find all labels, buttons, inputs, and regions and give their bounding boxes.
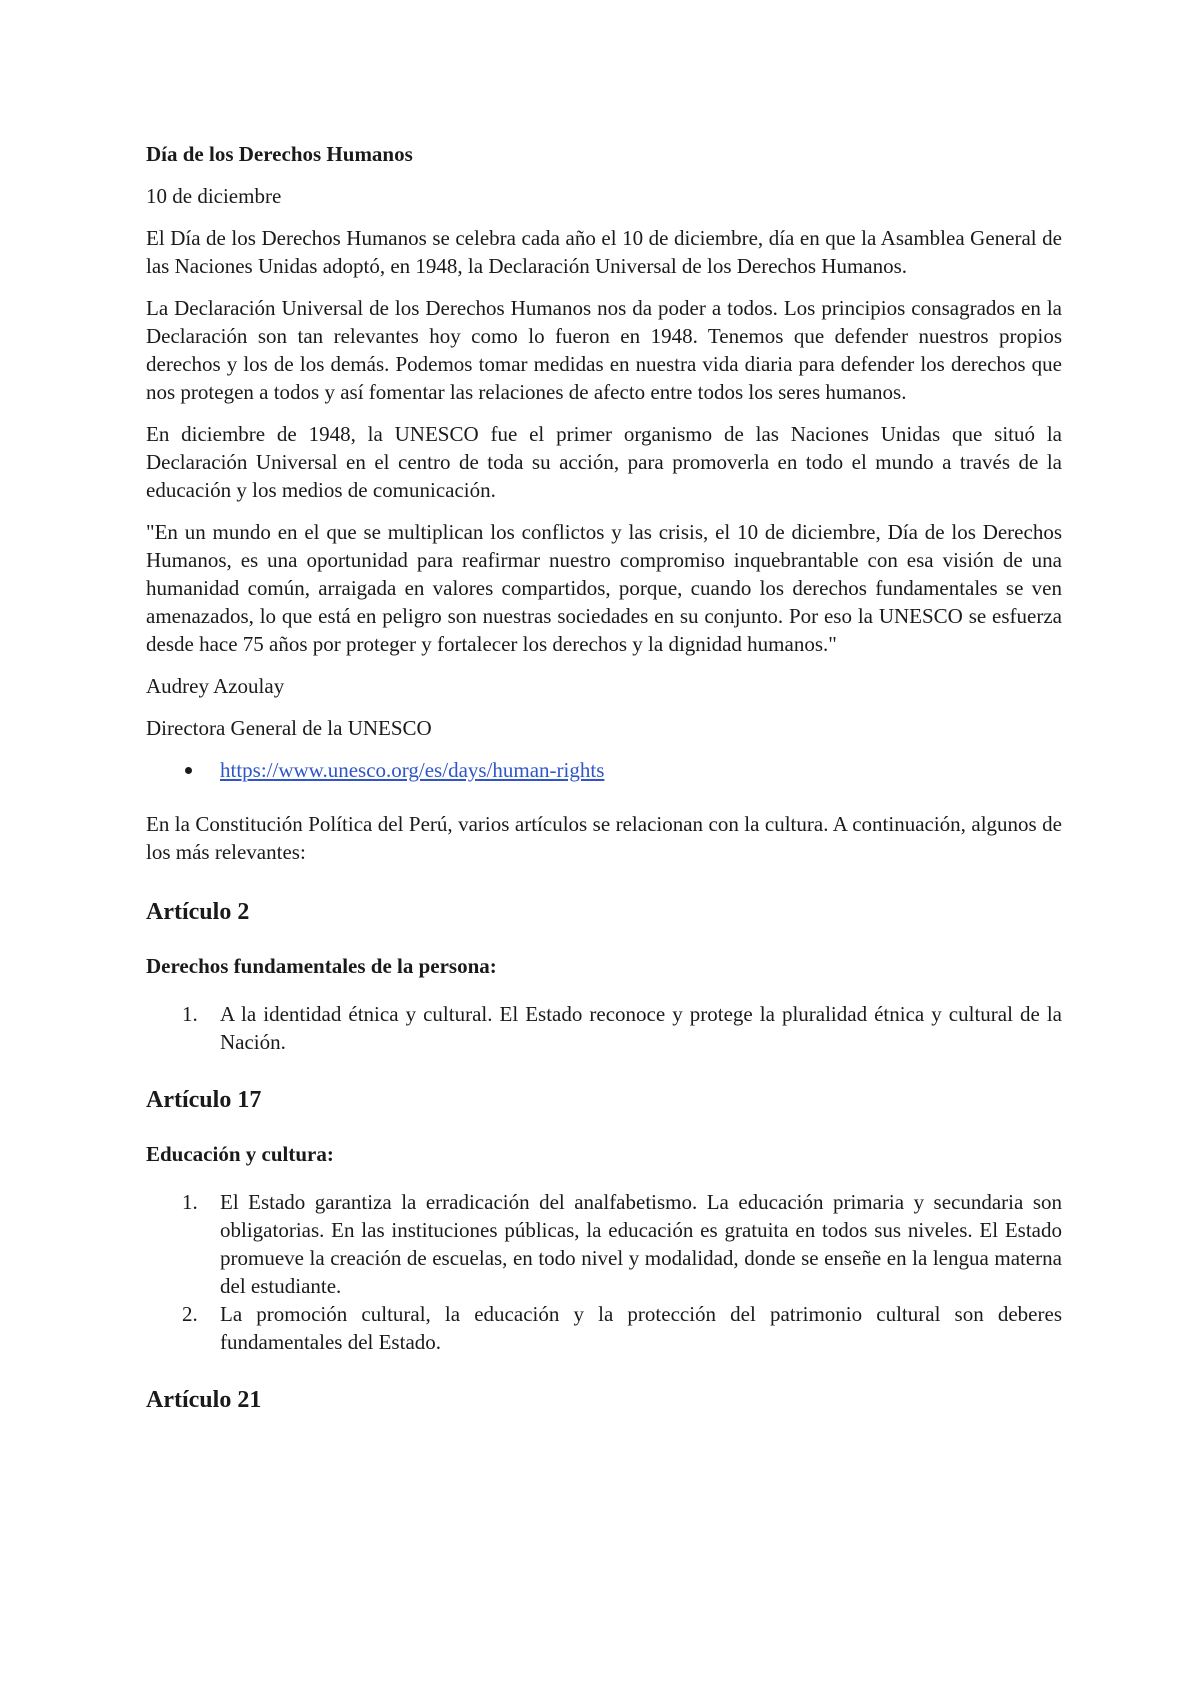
paragraph-3: En diciembre de 1948, la UNESCO fue el primer organismo de las Naciones Unidas que situó la Declaración Universal en el centro de toda su acción, para promoverla en todo el mundo a través de la educación y los medios de comunicación. xyxy=(146,422,1062,502)
item-text: A la identidad étnica y cultural. El Estado reconoce y protege la pluralidad étnica y cultural de la Nación. xyxy=(220,1002,1062,1054)
constitution-intro: En la Constitución Política del Perú, varios artículos se relacionan con la cultura. A continuación, algunos de los más relevantes: xyxy=(146,812,1062,864)
item-number: 1. xyxy=(182,1190,198,1214)
item-text: La promoción cultural, la educación y la protección del patrimonio cultural son deberes fundamentales del Estado. xyxy=(220,1302,1062,1354)
document-date: 10 de diciembre xyxy=(146,184,282,208)
document-title: Día de los Derechos Humanos xyxy=(146,142,413,166)
article-subheading: Derechos fundamentales de la persona: xyxy=(146,954,497,978)
article-heading: Artículo 17 xyxy=(146,1087,262,1113)
article-items xyxy=(146,1188,1062,1356)
item-number: 2. xyxy=(182,1302,198,1326)
bullet-icon xyxy=(185,767,192,774)
article-subheading: Educación y cultura: xyxy=(146,1142,334,1166)
list-item xyxy=(146,1300,1062,1356)
article-items xyxy=(146,1000,1062,1056)
article-heading: Artículo 21 xyxy=(146,1387,262,1413)
list-item xyxy=(146,1188,1062,1300)
paragraph-2: La Declaración Universal de los Derechos Humanos nos da poder a todos. Los principios consagrados en la Declaración son tan relevantes hoy como lo fueron en 1948. Tenemos que defender nuestros propios derechos y los de los demás. Podemos tomar medidas en nuestra vida diaria para defender los derechos que nos protegen a todos y así fomentar las relaciones de afecto entre todos los seres humanos. xyxy=(146,296,1062,404)
item-number: 1. xyxy=(182,1002,198,1026)
link-list xyxy=(146,756,1062,784)
list-item xyxy=(146,1000,1062,1056)
article-heading: Artículo 2 xyxy=(146,899,250,925)
unesco-link[interactable]: https://www.unesco.org/es/days/human-rights xyxy=(220,758,605,782)
item-text: El Estado garantiza la erradicación del analfabetismo. La educación primaria y secundaria son obligatorias. En las instituciones públicas, la educación es gratuita en todos sus niveles. El Estado promueve la creación de escuelas, en todo nivel y modalidad, donde se enseñe en la lengua materna del estudiante. xyxy=(220,1190,1062,1298)
quote: "En un mundo en el que se multiplican los conflictos y las crisis, el 10 de diciembre, Día de los Derechos Humanos, es una oportunidad para reafirmar nuestro compromiso inquebrantable con esa visión de una humanidad común, arraigada en valores compartidos, porque, cuando los derechos fundamentales se ven amenazados, lo que está en peligro son nuestras sociedades en su conjunto. Por eso la UNESCO se esfuerza desde hace 75 años por proteger y fortalecer los derechos y la dignidad humanos." xyxy=(146,520,1062,656)
paragraph-1: El Día de los Derechos Humanos se celebra cada año el 10 de diciembre, día en que la Asamblea General de las Naciones Unidas adoptó, en 1948, la Declaración Universal de los Derechos Humanos. xyxy=(146,226,1062,278)
document-page xyxy=(146,140,1062,1440)
list-item xyxy=(146,756,1062,784)
author-name: Audrey Azoulay xyxy=(146,674,285,698)
author-role: Directora General de la UNESCO xyxy=(146,716,432,740)
